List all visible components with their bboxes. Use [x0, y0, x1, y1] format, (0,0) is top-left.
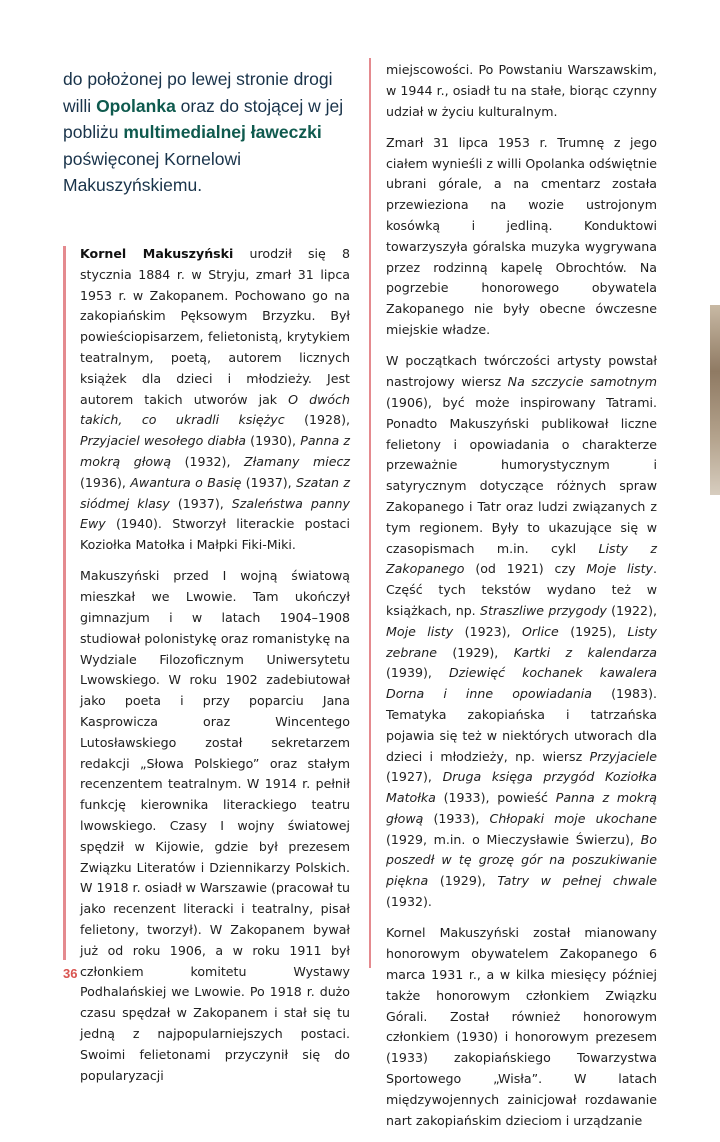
text-run: (1937),: [169, 495, 232, 511]
text-run: . Część tych tekstów wydano też w książkach, np.: [386, 561, 657, 618]
left-paragraph-1: [80, 244, 350, 556]
work-title: Na szczycie samotnym: [507, 374, 657, 390]
work-title: Awantura o Basię: [130, 474, 242, 490]
work-title: O dwóch takich, co ukradli księżyc: [80, 391, 351, 428]
paragraph-accent-rule: [63, 246, 66, 960]
intro-villa-name: Opolanka: [96, 95, 176, 116]
text-run: (1928),: [284, 412, 350, 428]
intro-lead: [63, 66, 348, 199]
work-title: Przyjaciel wesołego diabła: [80, 433, 246, 449]
left-column: [80, 244, 350, 1097]
work-title: Szaleństwa panny Ewy: [80, 495, 350, 532]
work-title: Moje listy: [386, 623, 454, 639]
text-run: (1923),: [453, 623, 522, 639]
work-title: Tatry w pełnej chwale: [497, 873, 657, 889]
text-run: (1929, m.in. o Mieczysławie Świerzu),: [386, 831, 641, 847]
text-run: (od 1921) czy: [464, 561, 587, 577]
text-run: (1940). Stworzył literackie postaci Koziołka Matołka i Małpki Fiki-Miki.: [80, 516, 350, 553]
intro-bench-name: multimedialnej ławeczki: [123, 122, 322, 142]
right-paragraph-4: Kornel Makuszyński został mianowany honorowym obywatelem Zakopanego 6 marca 1931 r., a w kilka miesięcy później także honorowym członkiem Związku Górali. Został również honorowym członkiem (1930) i honorowym prezesem (1933) zakopiańskiego Towarzystwa Sportowego „Wisła”. W latach międzywojennych zainicjował rozdawanie nart zakopiańskim dzieciom i urządzanie: [386, 925, 657, 1128]
work-title: Panna z mokrą głową: [80, 433, 350, 469]
text-run: (1929),: [436, 644, 514, 660]
text-run: urodził się 8 stycznia 1884 r. w Stryju, zmarł 31 lipca 1953 r. w Zakopanem. Pochowano go na zakopiańskim Pęksowym Brzyzku. Był powieściopisarzem, felietonistą, krytykiem teatralnym, poetą, autorem licznych książek dla dzieci i młodzieży. Jest autorem takich utworów jak: [80, 246, 350, 407]
work-title: Panna z mokrą głową: [386, 790, 657, 826]
work-title: Dziewięć kochanek kawalera Dorna i inne opowiadania: [386, 665, 657, 702]
text-run: (1936),: [80, 474, 131, 490]
work-title: Przyjaciele: [589, 748, 657, 764]
text-run: (1933),: [423, 810, 490, 826]
text-run: (1939),: [386, 665, 449, 681]
work-title: Listy zebrane: [386, 623, 658, 660]
intro-text-2: oraz do stojącej w jej pobliżu: [63, 95, 344, 142]
photo-edge-image: [710, 305, 720, 495]
text-run: (1929),: [428, 873, 498, 889]
page-number: 36: [63, 966, 78, 981]
work-title: Orlice: [522, 623, 559, 639]
text-run: (1930),: [245, 433, 301, 449]
column-divider: [369, 58, 371, 968]
right-paragraph-3: [386, 351, 657, 913]
text-run: (1927),: [386, 769, 443, 785]
text-run: (1933), powieść: [435, 790, 556, 806]
work-title: Złamany miecz: [244, 453, 351, 469]
text-run: (1983). Tematyka zakopiańska i tatrzańska pojawia się też w niektórych utworach dla dzieci i młodzieży, np. wiersz: [386, 686, 657, 764]
text-run: (1932),: [171, 453, 245, 469]
text-run: (1906), być może inspirowany Tatrami. Ponadto Makuszyński publikował liczne felietony i opowiadania o charakterze przeważnie humorystycznym i satyrycznym dotyczące różnych spraw Zakopanego i Tatr oraz ludzi związanych z tym regionem. Były to ukazujące się w czasopismach m.in. cykl: [386, 394, 657, 556]
author-name: Kornel Makuszyński: [80, 246, 234, 261]
text-run: (1925),: [558, 623, 628, 639]
intro-text-1: do położonej po lewej stronie drogi willi: [63, 69, 333, 116]
work-title: Druga księga przygód Koziołka Matołka: [386, 769, 657, 806]
work-title: Listy z Zakopanego: [386, 540, 657, 577]
work-title: Kartki z kalendarza: [513, 644, 657, 660]
work-title: Szatan z siódmej klasy: [80, 474, 351, 511]
work-title: Straszliwe przygody: [480, 602, 607, 618]
left-paragraph-2: Makuszyński przed I wojną światową mieszkał we Lwowie. Tam ukończył gimnazjum i w latach 1904–1908 studiował polonistykę oraz romanistykę na Wydziale Filozoficznym Uniwersytetu Lwowskiego. W roku 1902 zadebiutował jako poeta i przy poparciu Jana Kasprowicza oraz Wincentego Lutosławskiego został sekretarzem redakcji „Słowa Polskiego” oraz stałym recenzentem teatralnym. W 1914 r. pełnił funkcję kierownika literackiego teatru lwowskiego. Czasy I wojny światowej spędził w Kijowie, gdzie był prezesem Związku Literatów i Dziennikarzy Polskich. W 1918 r. osiadł w Warszawie (pracował tu jako recenzent literacki i teatralny, pisał felietony, tworzył). W Zakopanem bywał już od roku 1906, a w roku 1911 był członkiem komitetu Wystawy Podhalańskiej we Lwowie. Po 1918 r. dużo czasu spędzał w Zakopanem i stał się tu jedną z najpopularniejszych postaci. Swoimi felietonami przyczynił się do popularyzacji: [80, 568, 350, 1083]
work-title: Moje listy: [586, 561, 653, 577]
text-run: W początkach twórczości artysty powstał nastrojowy wiersz: [386, 353, 657, 390]
text-run: (1922),: [606, 602, 657, 618]
right-paragraph-2: Zmarł 31 lipca 1953 r. Trumnę z jego ciałem wynieśli z willi Opolanka odświętnie ubrani górale, a na cmentarz została przewieziona na wozie ustrojonym kosówką i jedliną. Konduktowi towarzyszyła góralska muzyka wygrywana przez rodzinną kapelę Obrochtów. Na pogrzebie honorowego obywatela Zakopanego nie były obecne ówczesne miejskie władze.: [386, 134, 657, 338]
work-title: Chłopaki moje ukochane: [489, 810, 657, 826]
intro-text-3: poświęconej Kornelowi Makuszyńskiemu.: [63, 148, 242, 195]
right-column: [386, 60, 657, 1142]
right-paragraph-1: miejscowości. Po Powstaniu Warszawskim, w 1944 r., osiadł tu na stałe, biorąc czynny udział w życiu kulturalnym.: [386, 62, 657, 119]
text-run: (1932).: [386, 894, 432, 910]
work-title: Bo poszedł w tę grozę gór na poszukiwanie piękna: [386, 831, 657, 889]
text-run: (1937),: [241, 474, 297, 490]
